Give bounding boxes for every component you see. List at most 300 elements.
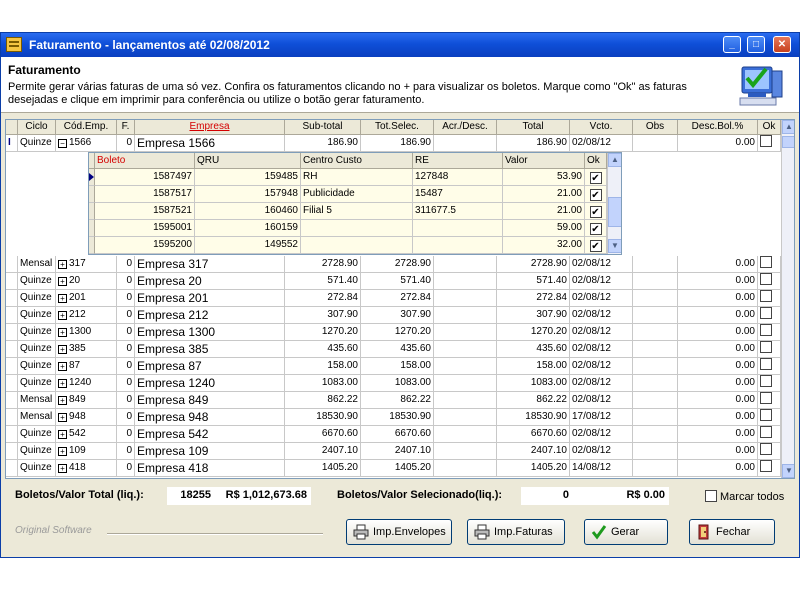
mark-all-box[interactable] xyxy=(705,490,717,502)
ok-checkbox-cell[interactable] xyxy=(758,324,781,341)
cell-subtotal[interactable]: 18530.90 xyxy=(285,409,361,426)
cell-total[interactable]: 18530.90 xyxy=(497,409,570,426)
cell-total[interactable]: 158.00 xyxy=(497,358,570,375)
minimize-button[interactable]: _ xyxy=(723,36,741,53)
ok-checkbox-cell[interactable] xyxy=(758,256,781,273)
subgrid-cell-qru[interactable]: 160159 xyxy=(195,220,301,237)
expand-icon[interactable]: + xyxy=(58,311,67,320)
cell-total[interactable]: 435.60 xyxy=(497,341,570,358)
subgrid-row[interactable] xyxy=(89,203,607,220)
cell-subtotal[interactable]: 435.60 xyxy=(285,341,361,358)
cell-total[interactable]: 1083.00 xyxy=(497,375,570,392)
cell-vcto[interactable]: 02/08/12 xyxy=(570,135,633,152)
cell-ciclo[interactable]: Quinze xyxy=(18,135,56,152)
print-invoices-button[interactable] xyxy=(467,519,565,545)
ok-checkbox-cell[interactable] xyxy=(758,290,781,307)
cell-obs[interactable] xyxy=(633,426,678,443)
table-row[interactable] xyxy=(6,443,781,460)
table-row[interactable] xyxy=(6,392,781,409)
subgrid-row[interactable] xyxy=(89,237,607,254)
subgrid-cell-centro[interactable]: RH xyxy=(301,169,413,186)
cell-desc[interactable]: 0.00 xyxy=(678,256,758,273)
cell-obs[interactable] xyxy=(633,307,678,324)
cod-emp-text: 948 xyxy=(69,411,86,422)
close-button[interactable] xyxy=(689,519,775,545)
cell-f[interactable]: 0 xyxy=(117,290,135,307)
cell-obs[interactable] xyxy=(633,290,678,307)
cell-ciclo[interactable]: Quinze xyxy=(18,358,56,375)
cell-desc[interactable]: 0.00 xyxy=(678,307,758,324)
cell-vcto[interactable]: 02/08/12 xyxy=(570,290,633,307)
subgrid-cell-re[interactable]: 127848 xyxy=(413,169,503,186)
cell-total[interactable]: 186.90 xyxy=(497,135,570,152)
subgrid-cell-qru[interactable]: 157948 xyxy=(195,186,301,203)
cell-subtotal[interactable]: 1083.00 xyxy=(285,375,361,392)
cell-vcto[interactable]: 02/08/12 xyxy=(570,273,633,290)
cell-acr[interactable] xyxy=(434,409,497,426)
cell-subtotal[interactable]: 158.00 xyxy=(285,358,361,375)
subgrid-header-re[interactable]: RE xyxy=(413,153,503,169)
cell-ciclo[interactable]: Quinze xyxy=(18,375,56,392)
expand-icon[interactable]: + xyxy=(58,362,67,371)
cell-empresa[interactable]: Empresa 1566 xyxy=(135,135,285,152)
subgrid-cell-valor[interactable]: 53.90 xyxy=(503,169,585,186)
cell-obs[interactable] xyxy=(633,135,678,152)
cell-cod-emp[interactable] xyxy=(56,273,117,290)
cell-vcto[interactable]: 02/08/12 xyxy=(570,443,633,460)
cell-ciclo[interactable]: Quinze xyxy=(18,290,56,307)
subgrid-ok-checkbox[interactable] xyxy=(590,206,602,218)
cell-cod-emp[interactable] xyxy=(56,290,117,307)
cell-vcto[interactable]: 17/08/12 xyxy=(570,409,633,426)
row-indicator xyxy=(6,273,18,290)
cell-desc[interactable]: 0.00 xyxy=(678,460,758,477)
totals-bar xyxy=(5,485,795,507)
table-row[interactable] xyxy=(6,273,781,290)
table-row[interactable] xyxy=(6,375,781,392)
cell-f[interactable]: 0 xyxy=(117,307,135,324)
cell-f[interactable]: 0 xyxy=(117,256,135,273)
expand-icon[interactable]: + xyxy=(58,447,67,456)
cell-totsel[interactable]: 2728.90 xyxy=(361,256,434,273)
subgrid-ok-checkbox[interactable] xyxy=(590,172,602,184)
cell-subtotal[interactable]: 571.40 xyxy=(285,273,361,290)
ok-checkbox[interactable] xyxy=(760,324,772,336)
cell-empresa[interactable]: Empresa 948 xyxy=(135,409,285,426)
cell-obs[interactable] xyxy=(633,273,678,290)
ok-checkbox[interactable] xyxy=(760,409,772,421)
subgrid-cell-boleto[interactable]: 1595200 xyxy=(95,237,195,254)
cell-acr[interactable] xyxy=(434,426,497,443)
cell-total[interactable]: 2728.90 xyxy=(497,256,570,273)
cell-cod-emp[interactable] xyxy=(56,443,117,460)
ok-checkbox-cell[interactable] xyxy=(758,426,781,443)
subgrid-scroll-down-icon[interactable]: ▼ xyxy=(608,239,622,253)
cell-obs[interactable] xyxy=(633,409,678,426)
cell-totsel[interactable]: 1270.20 xyxy=(361,324,434,341)
cell-total[interactable]: 862.22 xyxy=(497,392,570,409)
cell-ciclo[interactable]: Mensal xyxy=(18,392,56,409)
subgrid-cell-boleto[interactable]: 1595001 xyxy=(95,220,195,237)
expand-icon[interactable]: + xyxy=(58,345,67,354)
column-header-cod-emp[interactable]: Cód.Emp. xyxy=(56,120,117,135)
cell-vcto[interactable]: 02/08/12 xyxy=(570,375,633,392)
cell-totsel[interactable]: 2407.10 xyxy=(361,443,434,460)
cell-empresa[interactable]: Empresa 385 xyxy=(135,341,285,358)
cell-obs[interactable] xyxy=(633,443,678,460)
cell-obs[interactable] xyxy=(633,341,678,358)
close-window-button[interactable]: ✕ xyxy=(773,36,791,53)
cell-f[interactable]: 0 xyxy=(117,460,135,477)
collapse-icon[interactable]: − xyxy=(58,139,67,148)
cell-f[interactable]: 0 xyxy=(117,341,135,358)
cell-acr[interactable] xyxy=(434,256,497,273)
expand-icon[interactable]: + xyxy=(58,260,67,269)
cell-desc[interactable]: 0.00 xyxy=(678,324,758,341)
row-indicator xyxy=(6,426,18,443)
subgrid-ok-checkbox[interactable] xyxy=(590,240,602,252)
print-envelopes-button[interactable] xyxy=(346,519,452,545)
cell-cod-emp[interactable] xyxy=(56,358,117,375)
subgrid-cell-centro[interactable] xyxy=(301,220,413,237)
cell-desc[interactable]: 0.00 xyxy=(678,426,758,443)
cell-empresa[interactable]: Empresa 1240 xyxy=(135,375,285,392)
cell-acr[interactable] xyxy=(434,358,497,375)
cell-ciclo[interactable]: Quinze xyxy=(18,460,56,477)
cell-totsel[interactable]: 1405.20 xyxy=(361,460,434,477)
ok-checkbox[interactable] xyxy=(760,358,772,370)
cell-desc[interactable]: 0.00 xyxy=(678,341,758,358)
cell-acr[interactable] xyxy=(434,375,497,392)
ok-checkbox[interactable] xyxy=(760,256,772,268)
subgrid-header-qru[interactable]: QRU xyxy=(195,153,301,169)
cell-empresa[interactable]: Empresa 212 xyxy=(135,307,285,324)
row-indicator xyxy=(6,358,18,375)
cell-empresa[interactable]: Empresa 542 xyxy=(135,426,285,443)
cell-desc[interactable]: 0.00 xyxy=(678,392,758,409)
subgrid-cell-centro[interactable]: Filial 5 xyxy=(301,203,413,220)
subgrid-header-valor[interactable]: Valor xyxy=(503,153,585,169)
cell-subtotal[interactable]: 2407.10 xyxy=(285,443,361,460)
cell-vcto[interactable]: 02/08/12 xyxy=(570,358,633,375)
cell-desc[interactable]: 0.00 xyxy=(678,290,758,307)
cell-obs[interactable] xyxy=(633,256,678,273)
cod-emp-text: 849 xyxy=(69,394,86,405)
cell-acr[interactable] xyxy=(434,341,497,358)
cell-vcto[interactable]: 02/08/12 xyxy=(570,341,633,358)
cell-acr[interactable] xyxy=(434,443,497,460)
cell-f[interactable]: 0 xyxy=(117,375,135,392)
cell-subtotal[interactable]: 1270.20 xyxy=(285,324,361,341)
cell-empresa[interactable]: Empresa 418 xyxy=(135,460,285,477)
table-row[interactable] xyxy=(6,409,781,426)
ok-checkbox[interactable] xyxy=(760,443,772,455)
cell-ciclo[interactable]: Quinze xyxy=(18,443,56,460)
cell-total[interactable]: 1405.20 xyxy=(497,460,570,477)
cell-totsel[interactable]: 6670.60 xyxy=(361,426,434,443)
cell-desc[interactable]: 0.00 xyxy=(678,375,758,392)
grid-scroll-thumb[interactable] xyxy=(782,136,795,148)
brand-label: Original Software xyxy=(15,525,92,536)
subgrid-cell-valor[interactable]: 59.00 xyxy=(503,220,585,237)
table-row[interactable] xyxy=(6,307,781,324)
subgrid-row[interactable] xyxy=(89,220,607,237)
subgrid-scroll-thumb[interactable] xyxy=(608,197,622,227)
cell-f[interactable]: 0 xyxy=(117,409,135,426)
subgrid-cell-boleto[interactable]: 1587497 xyxy=(95,169,195,186)
subgrid-header-centro-custo[interactable]: Centro Custo xyxy=(301,153,413,169)
cell-cod-emp[interactable] xyxy=(56,409,117,426)
column-header-empresa[interactable]: Empresa xyxy=(135,120,285,135)
expand-icon[interactable]: + xyxy=(58,277,67,286)
cell-totsel[interactable]: 571.40 xyxy=(361,273,434,290)
table-row[interactable] xyxy=(6,460,781,477)
cell-subtotal[interactable]: 186.90 xyxy=(285,135,361,152)
cell-total[interactable]: 571.40 xyxy=(497,273,570,290)
cell-ciclo[interactable]: Quinze xyxy=(18,341,56,358)
cell-empresa[interactable]: Empresa 849 xyxy=(135,392,285,409)
cell-empresa[interactable]: Empresa 109 xyxy=(135,443,285,460)
cell-cod-emp[interactable] xyxy=(56,135,117,152)
ok-checkbox-cell[interactable] xyxy=(758,273,781,290)
ok-checkbox-cell[interactable] xyxy=(758,409,781,426)
cell-acr[interactable] xyxy=(434,392,497,409)
grid-scroll-up-icon[interactable]: ▲ xyxy=(782,120,795,134)
subgrid-ok-checkbox[interactable] xyxy=(590,189,602,201)
cell-ciclo[interactable]: Quinze xyxy=(18,324,56,341)
cell-subtotal[interactable]: 2728.90 xyxy=(285,256,361,273)
cell-empresa[interactable]: Empresa 87 xyxy=(135,358,285,375)
ok-checkbox-cell[interactable] xyxy=(758,392,781,409)
cell-totsel[interactable]: 272.84 xyxy=(361,290,434,307)
subgrid-ok-cell[interactable] xyxy=(585,186,607,203)
ok-checkbox-cell[interactable] xyxy=(758,341,781,358)
cell-cod-emp[interactable] xyxy=(56,375,117,392)
cell-f[interactable]: 0 xyxy=(117,135,135,152)
cell-subtotal[interactable]: 307.90 xyxy=(285,307,361,324)
subgrid-cell-boleto[interactable]: 1587521 xyxy=(95,203,195,220)
grid-scrollbar[interactable] xyxy=(781,120,795,478)
expand-icon[interactable]: + xyxy=(58,328,67,337)
column-header-desc-bol[interactable]: Desc.Bol.% xyxy=(678,120,758,135)
ok-checkbox[interactable] xyxy=(760,375,772,387)
table-row[interactable] xyxy=(6,135,781,152)
subgrid-cell-qru[interactable]: 159485 xyxy=(195,169,301,186)
table-row[interactable] xyxy=(6,358,781,375)
cell-cod-emp[interactable] xyxy=(56,392,117,409)
subgrid-ok-checkbox[interactable] xyxy=(590,223,602,235)
cell-empresa[interactable]: Empresa 20 xyxy=(135,273,285,290)
cell-subtotal[interactable]: 862.22 xyxy=(285,392,361,409)
subgrid-cell-valor[interactable]: 32.00 xyxy=(503,237,585,254)
column-header-tot-selec[interactable]: Tot.Selec. xyxy=(361,120,434,135)
expand-icon[interactable]: + xyxy=(58,464,67,473)
cell-ciclo[interactable]: Quinze xyxy=(18,426,56,443)
table-row[interactable] xyxy=(6,324,781,341)
subgrid-cell-valor[interactable]: 21.00 xyxy=(503,186,585,203)
cell-cod-emp[interactable] xyxy=(56,426,117,443)
subgrid-ok-cell[interactable] xyxy=(585,203,607,220)
column-header-obs[interactable]: Obs xyxy=(633,120,678,135)
mark-all-checkbox[interactable] xyxy=(705,490,784,503)
cell-subtotal[interactable]: 272.84 xyxy=(285,290,361,307)
maximize-button[interactable]: □ xyxy=(747,36,765,53)
subgrid-ok-cell[interactable] xyxy=(585,169,607,186)
ok-checkbox-cell[interactable] xyxy=(758,307,781,324)
cell-vcto[interactable]: 14/08/12 xyxy=(570,460,633,477)
cell-acr[interactable] xyxy=(434,460,497,477)
page-description: Permite gerar várias faturas de uma só vez. Confira os faturamentos clicando no + para visualizar os boletos. Marque como "Ok" as faturas desejadas e clique em imprimir para conferência ou utilize o botão gerar faturamento. xyxy=(8,81,687,106)
ok-checkbox[interactable] xyxy=(760,307,772,319)
subgrid-row[interactable] xyxy=(89,169,607,186)
column-header-acr-desc[interactable]: Acr./Desc. xyxy=(434,120,497,135)
cell-f[interactable]: 0 xyxy=(117,358,135,375)
cell-cod-emp[interactable] xyxy=(56,307,117,324)
subgrid-header-boleto[interactable]: Boleto xyxy=(95,153,195,169)
cell-empresa[interactable]: Empresa 201 xyxy=(135,290,285,307)
subgrid-cell-re[interactable] xyxy=(413,220,503,237)
expand-icon[interactable]: + xyxy=(58,413,67,422)
cell-obs[interactable] xyxy=(633,375,678,392)
cell-desc[interactable]: 0.00 xyxy=(678,409,758,426)
boletos-subgrid[interactable] xyxy=(88,152,622,255)
cell-desc[interactable]: 0.00 xyxy=(678,358,758,375)
cell-cod-emp[interactable] xyxy=(56,256,117,273)
subgrid-cell-qru[interactable]: 160460 xyxy=(195,203,301,220)
cell-empresa[interactable]: Empresa 317 xyxy=(135,256,285,273)
cell-vcto[interactable]: 02/08/12 xyxy=(570,256,633,273)
cell-acr[interactable] xyxy=(434,135,497,152)
subgrid-cell-re[interactable] xyxy=(413,237,503,254)
cell-totsel[interactable]: 862.22 xyxy=(361,392,434,409)
cell-total[interactable]: 272.84 xyxy=(497,290,570,307)
subgrid-row[interactable] xyxy=(89,186,607,203)
cell-f[interactable]: 0 xyxy=(117,273,135,290)
ok-checkbox[interactable] xyxy=(760,392,772,404)
cell-totsel[interactable]: 18530.90 xyxy=(361,409,434,426)
column-header-ok[interactable]: Ok xyxy=(758,120,781,135)
grid-scroll-down-icon[interactable]: ▼ xyxy=(782,464,795,478)
ok-checkbox-cell[interactable] xyxy=(758,443,781,460)
subgrid-scrollbar[interactable] xyxy=(607,153,621,254)
cell-subtotal[interactable]: 1405.20 xyxy=(285,460,361,477)
expand-icon[interactable]: + xyxy=(58,396,67,405)
column-header-total[interactable]: Total xyxy=(497,120,570,135)
cell-total[interactable]: 6670.60 xyxy=(497,426,570,443)
subgrid-scroll-up-icon[interactable]: ▲ xyxy=(608,153,622,167)
cell-acr[interactable] xyxy=(434,273,497,290)
subgrid-cell-re[interactable]: 311677.5 xyxy=(413,203,503,220)
cell-totsel[interactable]: 307.90 xyxy=(361,307,434,324)
subgrid-header-ok[interactable]: Ok xyxy=(585,153,607,169)
expand-icon[interactable]: + xyxy=(58,294,67,303)
cell-vcto[interactable]: 02/08/12 xyxy=(570,324,633,341)
subgrid-cell-centro[interactable] xyxy=(301,237,413,254)
cell-obs[interactable] xyxy=(633,324,678,341)
invoices-grid[interactable] xyxy=(5,119,795,479)
table-row[interactable] xyxy=(6,426,781,443)
ok-checkbox[interactable] xyxy=(760,273,772,285)
cod-emp-text: 418 xyxy=(69,462,86,473)
cell-desc[interactable]: 0.00 xyxy=(678,443,758,460)
cell-f[interactable]: 0 xyxy=(117,443,135,460)
cell-cod-emp[interactable] xyxy=(56,341,117,358)
ok-checkbox[interactable] xyxy=(760,426,772,438)
cell-subtotal[interactable]: 6670.60 xyxy=(285,426,361,443)
cell-total[interactable]: 307.90 xyxy=(497,307,570,324)
column-header-f[interactable]: F. xyxy=(117,120,135,135)
cell-total[interactable]: 1270.20 xyxy=(497,324,570,341)
subgrid-cell-re[interactable]: 15487 xyxy=(413,186,503,203)
table-row[interactable] xyxy=(6,341,781,358)
cell-desc[interactable]: 0.00 xyxy=(678,135,758,152)
cell-cod-emp[interactable] xyxy=(56,460,117,477)
ok-checkbox-cell[interactable] xyxy=(758,375,781,392)
cell-ciclo[interactable]: Quinze xyxy=(18,307,56,324)
subgrid-cell-valor[interactable]: 21.00 xyxy=(503,203,585,220)
ok-checkbox[interactable] xyxy=(760,290,772,302)
column-header-ciclo[interactable]: Ciclo xyxy=(18,120,56,135)
cell-total[interactable]: 2407.10 xyxy=(497,443,570,460)
cell-obs[interactable] xyxy=(633,358,678,375)
printer-icon xyxy=(353,524,369,540)
cell-vcto[interactable]: 02/08/12 xyxy=(570,426,633,443)
cell-totsel[interactable]: 186.90 xyxy=(361,135,434,152)
subgrid-ok-cell[interactable] xyxy=(585,237,607,254)
subgrid-cell-qru[interactable]: 149552 xyxy=(195,237,301,254)
cell-f[interactable]: 0 xyxy=(117,426,135,443)
subgrid-cell-boleto[interactable]: 1587517 xyxy=(95,186,195,203)
generate-button[interactable] xyxy=(584,519,668,545)
cell-acr[interactable] xyxy=(434,290,497,307)
cell-acr[interactable] xyxy=(434,307,497,324)
cell-totsel[interactable]: 158.00 xyxy=(361,358,434,375)
subgrid-ok-cell[interactable] xyxy=(585,220,607,237)
ok-checkbox[interactable] xyxy=(760,135,772,147)
column-header-vcto[interactable]: Vcto. xyxy=(570,120,633,135)
row-indicator-header xyxy=(6,120,18,135)
cell-empresa[interactable]: Empresa 1300 xyxy=(135,324,285,341)
ok-checkbox[interactable] xyxy=(760,341,772,353)
total-value: R$ 1,012,673.68 xyxy=(215,487,311,505)
cell-ciclo[interactable]: Quinze xyxy=(18,273,56,290)
cell-ciclo[interactable]: Mensal xyxy=(18,256,56,273)
table-row[interactable] xyxy=(6,290,781,307)
column-header-sub-total[interactable]: Sub-total xyxy=(285,120,361,135)
cell-ciclo[interactable]: Mensal xyxy=(18,409,56,426)
cell-obs[interactable] xyxy=(633,392,678,409)
title-bar[interactable] xyxy=(1,33,799,57)
ok-checkbox[interactable] xyxy=(760,460,772,472)
cell-desc[interactable]: 0.00 xyxy=(678,273,758,290)
cell-f[interactable]: 0 xyxy=(117,392,135,409)
ok-checkbox-cell[interactable] xyxy=(758,358,781,375)
cell-obs[interactable] xyxy=(633,460,678,477)
ok-checkbox-cell[interactable] xyxy=(758,135,781,152)
cell-f[interactable]: 0 xyxy=(117,324,135,341)
cell-vcto[interactable]: 02/08/12 xyxy=(570,392,633,409)
expand-icon[interactable]: + xyxy=(58,379,67,388)
expand-icon[interactable]: + xyxy=(58,430,67,439)
cell-acr[interactable] xyxy=(434,324,497,341)
subgrid-cell-centro[interactable]: Publicidade xyxy=(301,186,413,203)
cell-vcto[interactable]: 02/08/12 xyxy=(570,307,633,324)
table-row[interactable] xyxy=(6,256,781,273)
cell-totsel[interactable]: 435.60 xyxy=(361,341,434,358)
cell-totsel[interactable]: 1083.00 xyxy=(361,375,434,392)
cell-cod-emp[interactable] xyxy=(56,324,117,341)
ok-checkbox-cell[interactable] xyxy=(758,460,781,477)
